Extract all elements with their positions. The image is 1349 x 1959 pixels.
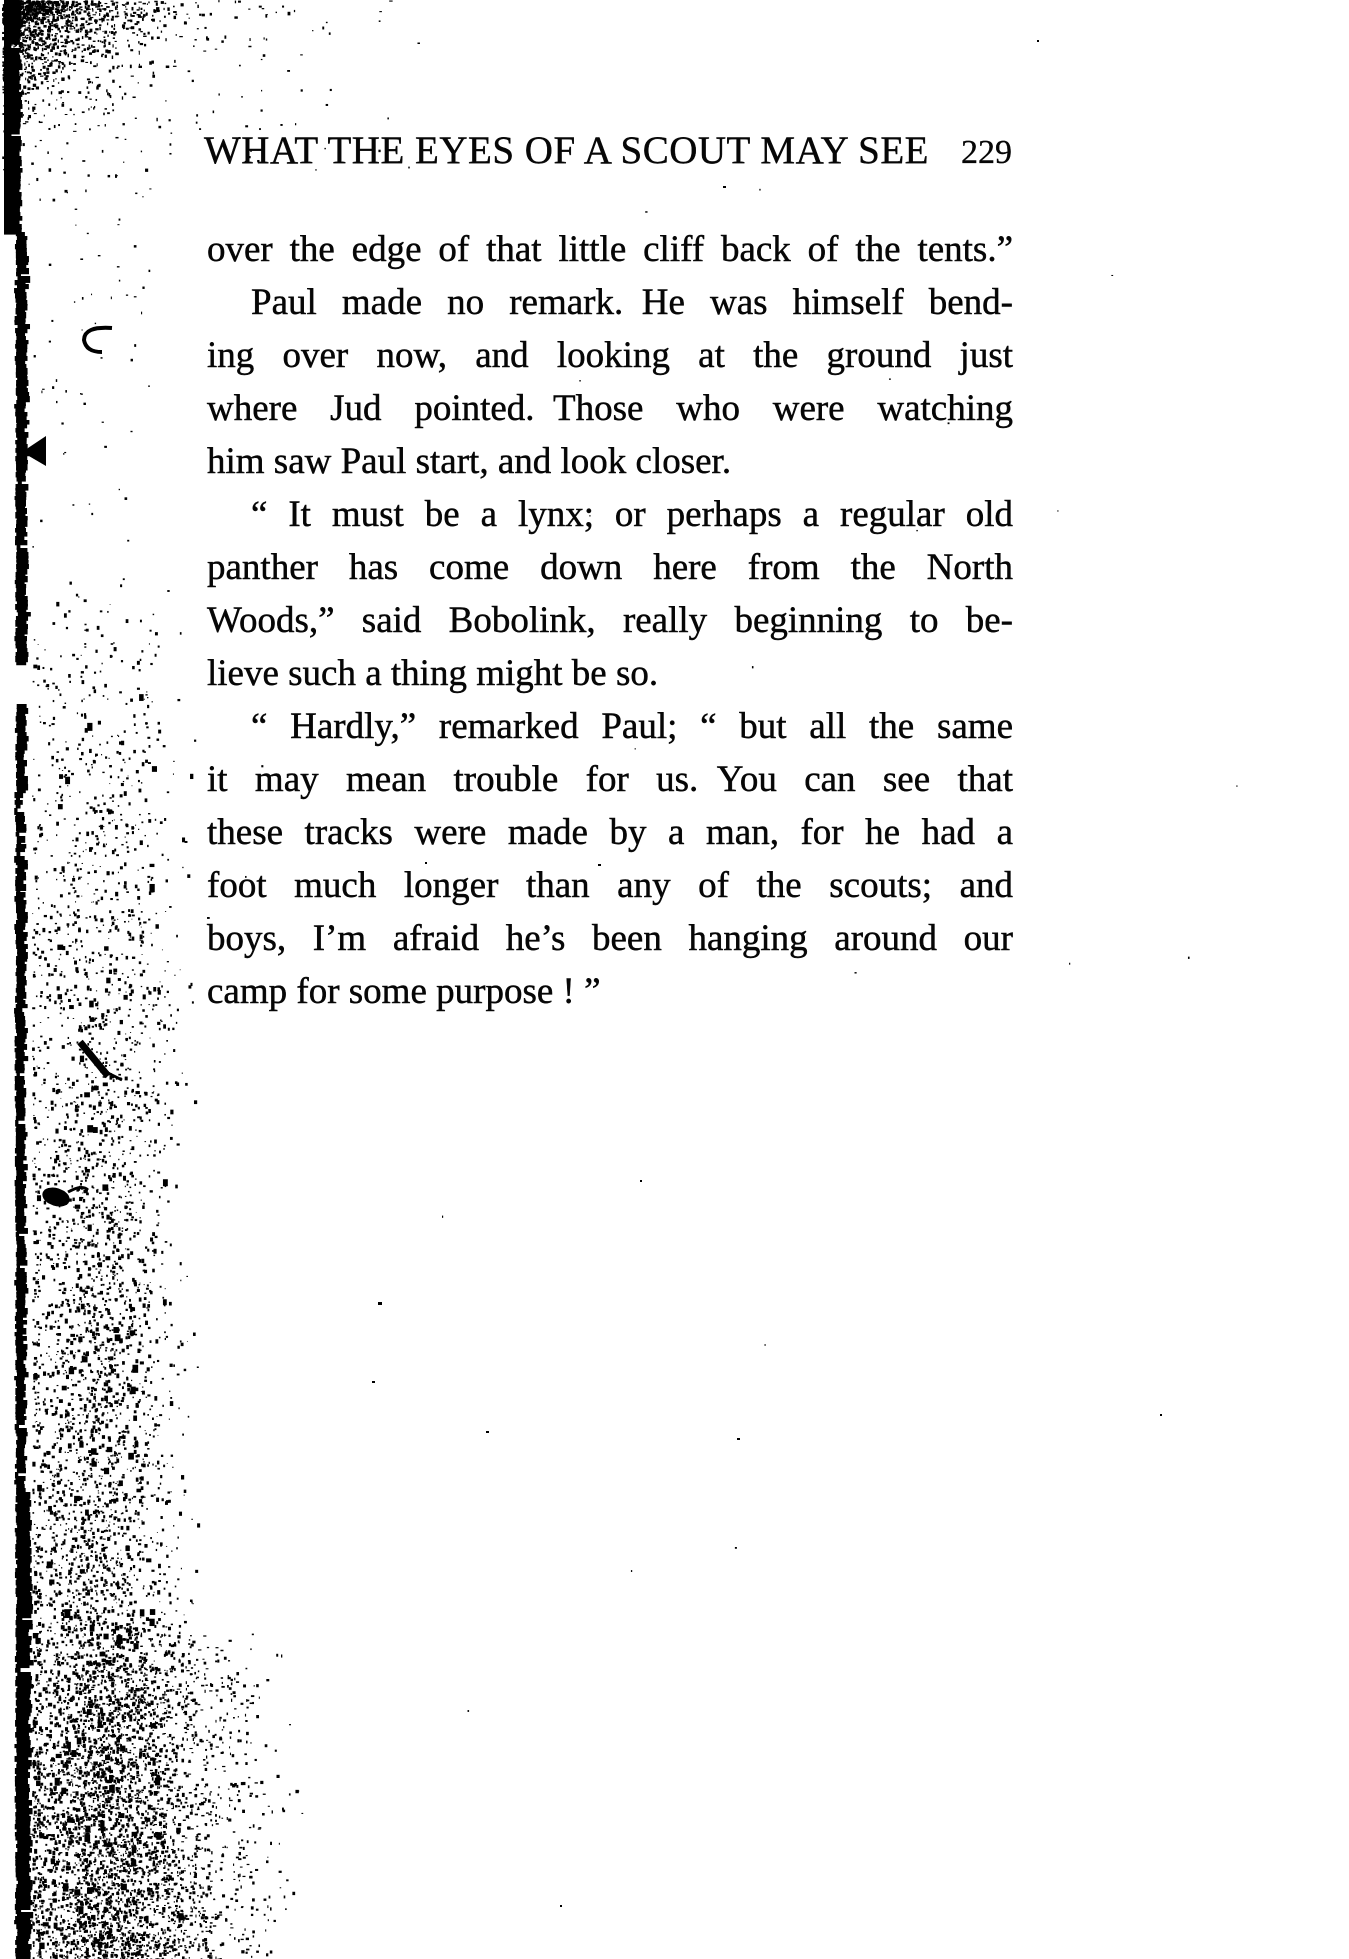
page-text-block: [207, 223, 1013, 1018]
text-line: “ It must be a lynx; or perhaps a regular old: [251, 494, 1013, 535]
text-line: ing over now, and looking at the ground just: [207, 335, 1013, 376]
text-line: boys, I’m afraid he’s been hanging around our: [207, 918, 1013, 959]
text-line: camp for some purpose ! ”: [207, 971, 601, 1012]
text-line: “ Hardly,” remarked Paul; “ but all the same: [251, 706, 1013, 747]
text-line: foot much longer than any of the scouts; and: [207, 865, 1013, 906]
running-header-row: [204, 128, 1012, 173]
running-header-title: WHAT THE EYES OF A SCOUT MAY SEE: [204, 129, 929, 172]
text-line: panther has come down here from the North: [207, 547, 1013, 588]
text-line: over the edge of that little cliff back of the tents.”: [207, 229, 1013, 270]
text-line: it may mean trouble for us. You can see that: [207, 759, 1013, 800]
text-line: lieve such a thing might be so.: [207, 653, 659, 694]
text-line: him saw Paul start, and look closer.: [207, 441, 732, 482]
page-number: 229: [961, 134, 1012, 171]
text-line: where Jud pointed. Those who were watching: [207, 388, 1013, 429]
text-line: Woods,” said Bobolink, really beginning to be-: [207, 600, 1013, 641]
text-line: these tracks were made by a man, for he had a: [207, 812, 1013, 853]
text-line: Paul made no remark. He was himself bend-: [251, 282, 1013, 323]
